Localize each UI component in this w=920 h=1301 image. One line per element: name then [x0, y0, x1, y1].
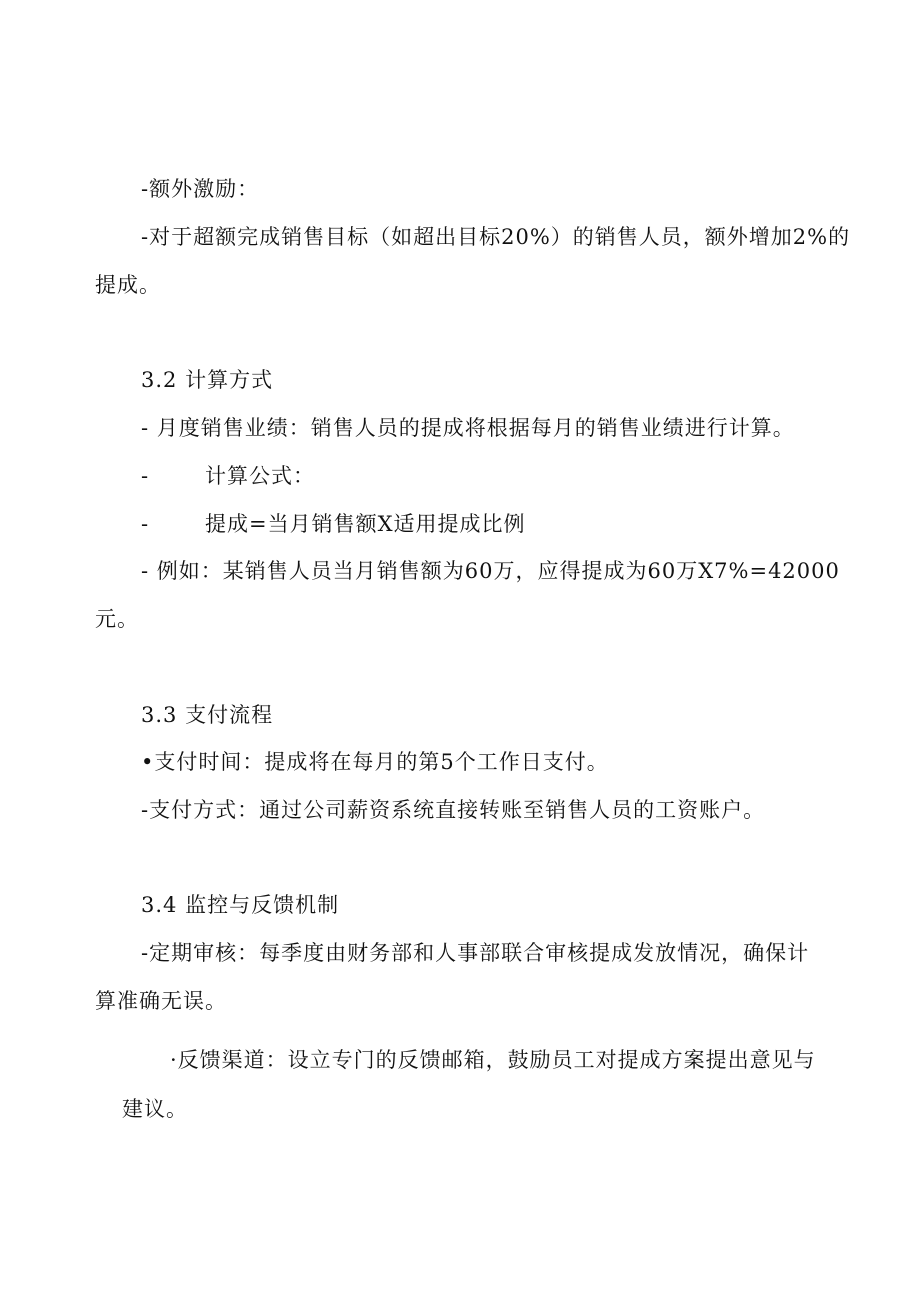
- section-3-2-heading: 3.2 计算方式: [141, 368, 274, 392]
- payment-method-item: -支付方式：通过公司薪资系统直接转账至销售人员的工资账户。: [141, 798, 766, 822]
- formula-label: 计算公式：: [205, 464, 315, 488]
- audit-line1: -定期审核：每季度由财务部和人事部联合审核提成发放情况，确保计: [141, 941, 810, 965]
- formula-dash-2: -: [141, 512, 150, 536]
- monthly-performance-item: - 月度销售业绩：销售人员的提成将根据每月的销售业绩进行计算。: [141, 416, 795, 440]
- audit-line2: 算准确无误。: [95, 989, 227, 1013]
- section-3-3-heading: 3.3 支付流程: [141, 703, 274, 727]
- payment-time-item: •支付时间：提成将在每月的第5个工作日支付。: [141, 750, 609, 774]
- feedback-line2: 建议。: [122, 1097, 188, 1121]
- formula-dash: -: [141, 464, 150, 488]
- formula-text: 提成=当月销售额X适用提成比例: [205, 512, 526, 536]
- feedback-line1: ·反馈渠道：设立专门的反馈邮箱，鼓励员工对提成方案提出意见与: [170, 1048, 816, 1072]
- section-3-4-heading: 3.4 监控与反馈机制: [141, 893, 340, 917]
- extra-incentive-heading: -额外激励：: [141, 177, 260, 201]
- example-line2: 元。: [95, 607, 139, 631]
- example-line1: - 例如：某销售人员当月销售额为60万，应得提成为60万X7%=42000: [141, 559, 840, 583]
- extra-incentive-text-line2: 提成。: [95, 273, 161, 297]
- extra-incentive-text-line1: -对于超额完成销售目标（如超出目标20%）的销售人员，额外增加2%的: [141, 225, 851, 249]
